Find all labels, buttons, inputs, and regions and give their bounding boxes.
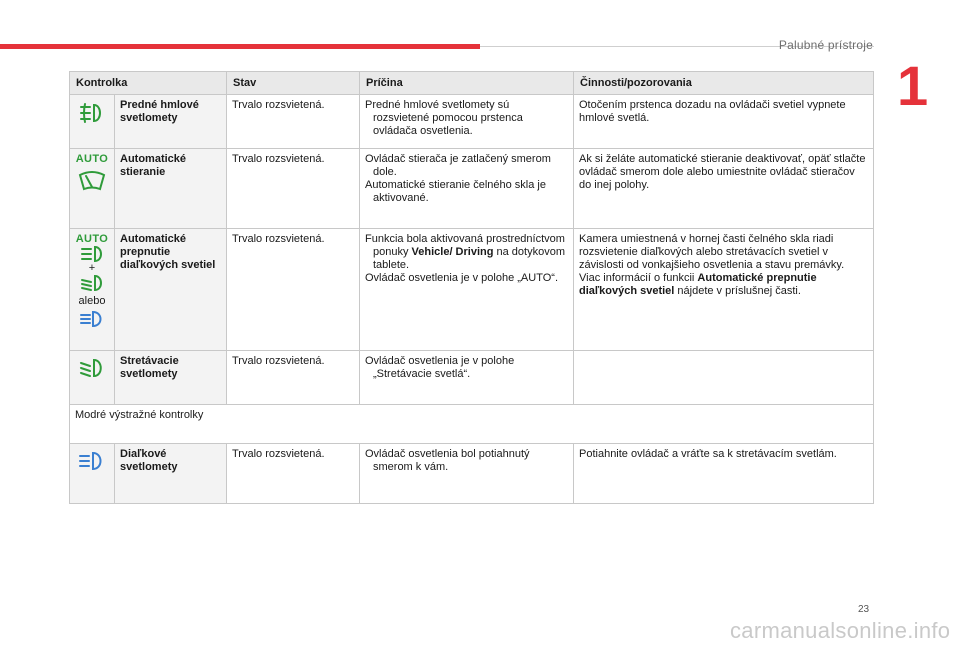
- action-ref-post: nájdete v príslušnej časti.: [674, 285, 801, 297]
- table-header-row: [70, 72, 874, 95]
- feature-ref: Automatické prepnutie diaľkových svetiel: [579, 272, 817, 297]
- lamp-name: Predné hmlové svetlomety: [115, 95, 227, 149]
- lamp-cause: [360, 444, 574, 504]
- cause-text: Ovládač osvetlenia bol potiahnutý smerom k vám.: [365, 448, 530, 473]
- menu-ref: Vehicle/ Driving: [411, 246, 494, 258]
- lamp-name: Stretávacie svetlomety: [115, 351, 227, 405]
- header-kontrolka: Kontrolka: [70, 72, 227, 95]
- front-fog-lamp-icon: [78, 101, 106, 125]
- cause-pre: Funkcia bola aktivovaná prostredníctvom ponuky: [365, 233, 565, 258]
- lamp-action: Ak si želáte automatické stieranie deaktivovať, opäť stlačte ovládač smerom dole alebo umiestnite ovládač stieračov do inej polohy.: [574, 149, 874, 229]
- cause-post: na dotykovom tablete.: [373, 246, 565, 271]
- cause-line: Automatické stieranie čelného skla je aktivované.: [365, 179, 546, 204]
- lamp-state: Trvalo rozsvietená.: [227, 351, 360, 405]
- cause-text: Ovládač osvetlenia je v polohe „Stretávacie svetlá“.: [365, 355, 515, 380]
- table-row: [70, 149, 874, 229]
- or-label: alebo: [78, 295, 106, 307]
- lamp-action: [574, 351, 874, 405]
- high-beam-icon: [78, 310, 106, 328]
- lamp-name: Diaľkové svetlomety: [115, 444, 227, 504]
- low-beam-icon: [78, 357, 106, 379]
- lamp-action: Otočením prstenca dozadu na ovládači svetiel vypnete hmlové svetlá.: [574, 95, 874, 149]
- action-ref: [579, 272, 868, 298]
- table-row: [70, 229, 874, 351]
- lamp-cause: [360, 229, 574, 351]
- lamp-name: Automatické stieranie: [115, 149, 227, 229]
- icon-cell: [70, 149, 115, 229]
- cause-line: Ovládač osvetlenia je v polohe „AUTO“.: [365, 272, 558, 284]
- accent-bar: [0, 44, 480, 49]
- header-cinnosti: Činnosti/pozorovania: [574, 72, 874, 95]
- lamp-name: Automatické prepnutie diaľkových svetiel: [115, 229, 227, 351]
- lamp-cause: [360, 95, 574, 149]
- table-row: [70, 444, 874, 504]
- icon-cell: [70, 444, 115, 504]
- icon-cell: [70, 351, 115, 405]
- auto-wiper-icon: [77, 167, 107, 193]
- warning-lamps-table: [69, 71, 874, 504]
- plus-sign: +: [88, 262, 96, 274]
- page-number: 23: [858, 604, 870, 615]
- watermark: carmanualsonline.info: [730, 618, 951, 643]
- auto-label: AUTO: [75, 233, 109, 245]
- lamp-state: Trvalo rozsvietená.: [227, 444, 360, 504]
- table-row: [70, 351, 874, 405]
- cause-text: [365, 233, 568, 272]
- header-pricina: Príčina: [360, 72, 574, 95]
- auto-label: AUTO: [75, 153, 109, 165]
- auto-beam-icon: [79, 245, 105, 263]
- table-row: [70, 95, 874, 149]
- cause-text: Predné hmlové svetlomety sú rozsvietené pomocou prstenca ovládača osvetlenia.: [365, 99, 523, 137]
- header-stav: Stav: [227, 72, 360, 95]
- section-title: Palubné prístroje: [778, 38, 873, 52]
- section-row: [70, 405, 874, 444]
- lamp-state: Trvalo rozsvietená.: [227, 95, 360, 149]
- chapter-number: 1: [897, 54, 929, 117]
- lamp-cause: [360, 149, 574, 229]
- low-beam-icon: [79, 274, 105, 292]
- lamp-state: Trvalo rozsvietená.: [227, 149, 360, 229]
- high-beam-icon: [77, 450, 107, 472]
- cause-line: Ovládač stierača je zatlačený smerom dole.: [365, 153, 551, 178]
- icon-cell: [70, 95, 115, 149]
- lamp-state: Trvalo rozsvietená.: [227, 229, 360, 351]
- lamp-action: [574, 229, 874, 351]
- action-ref-pre: Viac informácií o funkcii: [579, 272, 698, 284]
- icon-cell: [70, 229, 115, 351]
- lamp-cause: [360, 351, 574, 405]
- action-text: Kamera umiestnená v hornej časti čelného skla riadi rozsvietenie diaľkových alebo stretávacích svetiel v závislosti od vonkajšieho osvetlenia a stavu premávky.: [579, 233, 845, 271]
- lamp-action: Potiahnite ovládač a vráťte sa k stretávacím svetlám.: [574, 444, 874, 504]
- blue-section-label: Modré výstražné kontrolky: [70, 405, 874, 444]
